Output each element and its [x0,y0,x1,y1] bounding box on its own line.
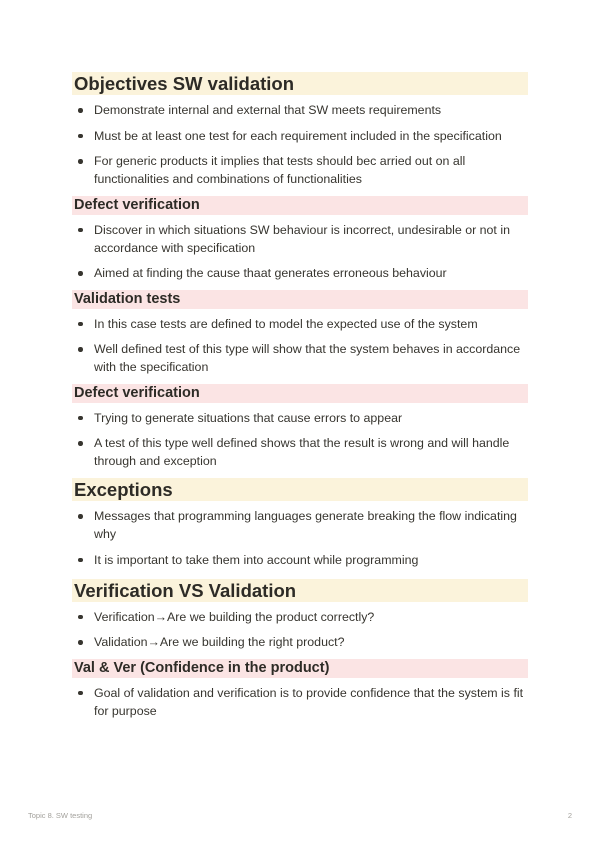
bullet-icon [78,416,83,421]
section-heading: Verification VS Validation [72,579,528,602]
bullet-list [72,409,528,471]
list-item-text: Demonstrate internal and external that SW meets requirements [94,103,442,117]
section-validation-tests [72,290,528,377]
footer-page-number: 2 [567,811,572,820]
section-heading: Validation tests [72,290,528,309]
list-item-text: For generic products it implies that tests should bec arried out on all functionalities and combinations of functionalities [94,154,466,186]
list-item [72,684,528,720]
list-item-text: Well defined test of this type will show that the system behaves in accordance with the specification [94,342,521,374]
list-item-text: Messages that programming languages generate breaking the flow indicating why [94,509,517,541]
section-heading: Val & Ver (Confidence in the product) [72,659,528,678]
section-heading: Defect verification [72,196,528,215]
bullet-icon [78,691,83,696]
list-item-text: Goal of validation and verification is to provide confidence that the system is fit for purpose [94,685,524,718]
bullet-icon [78,228,83,233]
section-heading: Defect verification [72,384,528,403]
list-item-text: Discover in which situations SW behaviour is incorrect, undesirable or not in accordance with specification [94,222,510,255]
section-defect-verification-2 [72,384,528,471]
document-page [72,72,528,727]
bullet-icon [78,558,83,563]
list-item [72,409,528,427]
list-item [72,434,528,470]
list-item-text: Validation→Are we building the right product? [94,635,345,649]
bullet-icon [78,159,83,164]
list-item-text: Aimed at finding the cause thaat generates erroneous behaviour [94,266,447,280]
bullet-list [72,101,528,188]
list-item [72,315,528,333]
bullet-icon [78,514,83,519]
bullet-icon [78,640,83,645]
list-item-text: A test of this type well defined shows that the result is wrong and will handle through and exception [94,436,510,468]
list-item-text: It is important to take them into account while programming [94,552,419,567]
bullet-icon [78,615,83,620]
list-item [72,152,528,188]
bullet-list [72,684,528,720]
section-defect-verification-1 [72,196,528,283]
list-item-text: In this case tests are defined to model the expected use of the system [94,316,478,331]
section-heading: Exceptions [72,478,528,501]
list-item [72,221,528,257]
bullet-list [72,221,528,283]
bullet-list [72,315,528,377]
bullet-icon [78,322,83,327]
section-exceptions [72,478,528,569]
list-item-text: Verification→Are we building the product correctly? [94,609,375,624]
section-objectives-sw-validation [72,72,528,188]
bullet-icon [78,271,83,276]
bullet-icon [78,441,83,446]
bullet-icon [78,347,83,352]
section-val-ver-confidence [72,659,528,720]
section-heading: Objectives SW validation [72,72,528,95]
list-item [72,507,528,543]
section-verification-vs-validation [72,579,528,652]
list-item [72,340,528,376]
list-item [72,264,528,282]
footer-topic: Topic 8. SW testing [28,811,93,820]
bullet-icon [78,108,83,113]
list-item [72,608,528,626]
list-item [72,551,528,569]
list-item [72,633,528,651]
list-item-text: Must be at least one test for each requirement included in the specification [94,128,502,143]
bullet-icon [78,134,83,139]
bullet-list [72,507,528,569]
list-item [72,101,528,119]
list-item [72,127,528,145]
bullet-list [72,608,528,652]
list-item-text: Trying to generate situations that cause errors to appear [94,410,403,425]
